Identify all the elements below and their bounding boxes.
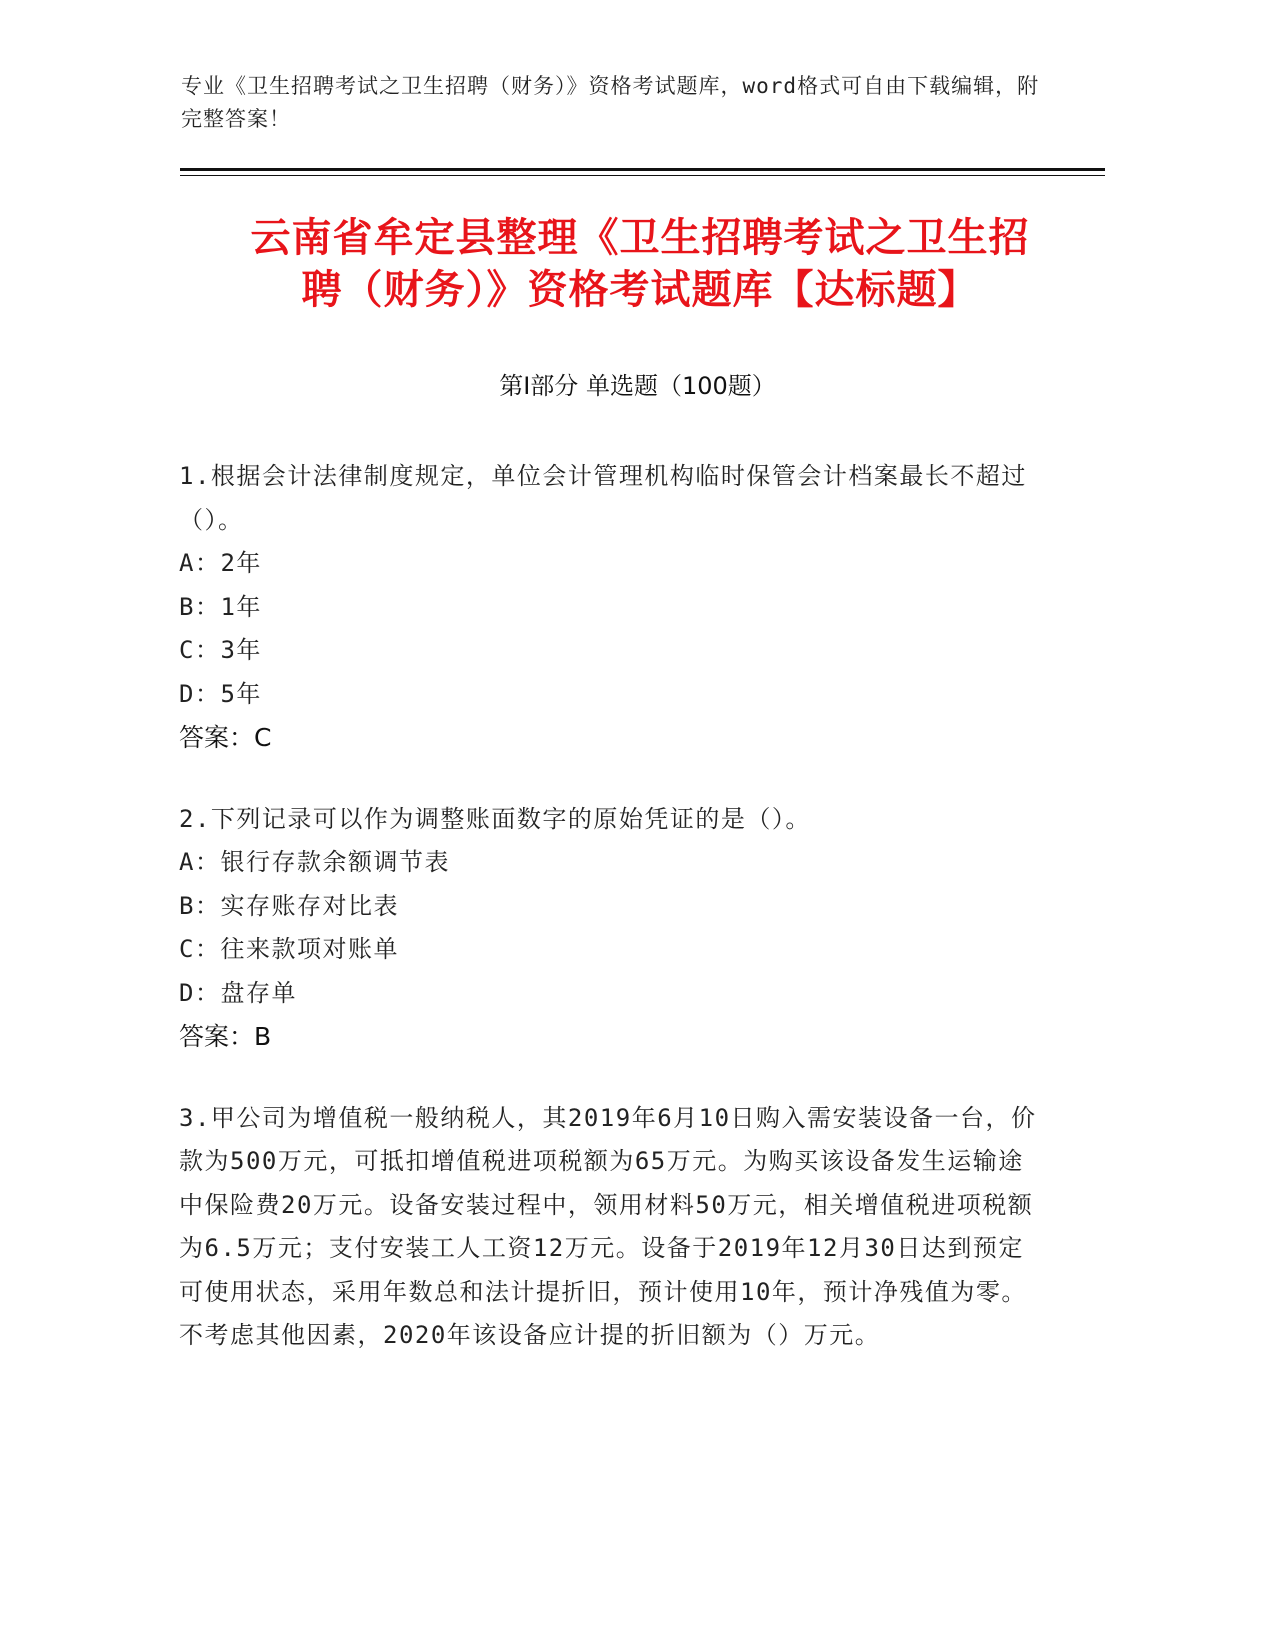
option-b: B：实存账存对比表 xyxy=(179,891,399,920)
section-heading: 第Ⅰ部分 单选题（100题） xyxy=(499,372,776,400)
document-title xyxy=(160,212,1120,316)
question-stem: 1.根据会计法律制度规定，单位会计管理机构临时保管会计档案最长不超过（）。 xyxy=(179,462,1027,534)
option-c: C：往来款项对账单 xyxy=(179,935,399,963)
header-note: 专业《卫生招聘考试之卫生招聘（财务）》资格考试题库，word格式可自由下载编辑，附完整答案！ xyxy=(181,74,1040,131)
option-d: D：盘存单 xyxy=(179,978,297,1007)
question-2 xyxy=(179,798,1039,1059)
answer: 答案：B xyxy=(179,1022,272,1051)
document-title-line-2: 聘（财务）》资格考试题库【达标题】 xyxy=(301,267,979,313)
question-stem: 3.甲公司为增值税一般纳税人，其2019年6月10日购入需安装设备一台，价款为500万元，可抵扣增值税进项税额为65万元。为购买该设备发生运输途中保险费20万元。设备安装过程中，领用材料50万元，相关增值税进项税额为6.5万元；支付安装工人工资12万元。设备于2019年12月30日达到预定可使用状态，采用年数总和法计提折旧，预计使用10年，预计净残值为零。不考虑其他因素，2020年该设备应计提的折旧额为（）万元。 xyxy=(179,1103,1037,1349)
header-rule-thin xyxy=(180,175,1105,176)
question-stem: 2.下列记录可以作为调整账面数字的原始凭证的是（）。 xyxy=(179,804,811,833)
option-a: A：2年 xyxy=(179,549,262,577)
option-d: D：5年 xyxy=(179,679,262,708)
question-list xyxy=(179,455,1039,1396)
header-rule-thick xyxy=(180,168,1105,171)
option-a: A：银行存款余额调节表 xyxy=(179,848,450,876)
question-1 xyxy=(179,455,1039,760)
option-b: B：1年 xyxy=(179,592,262,621)
question-3 xyxy=(179,1097,1039,1358)
answer: 答案：C xyxy=(179,723,272,752)
option-c: C：3年 xyxy=(179,636,262,664)
document-title-line-1: 云南省牟定县整理《卫生招聘考试之卫生招 xyxy=(250,215,1030,261)
